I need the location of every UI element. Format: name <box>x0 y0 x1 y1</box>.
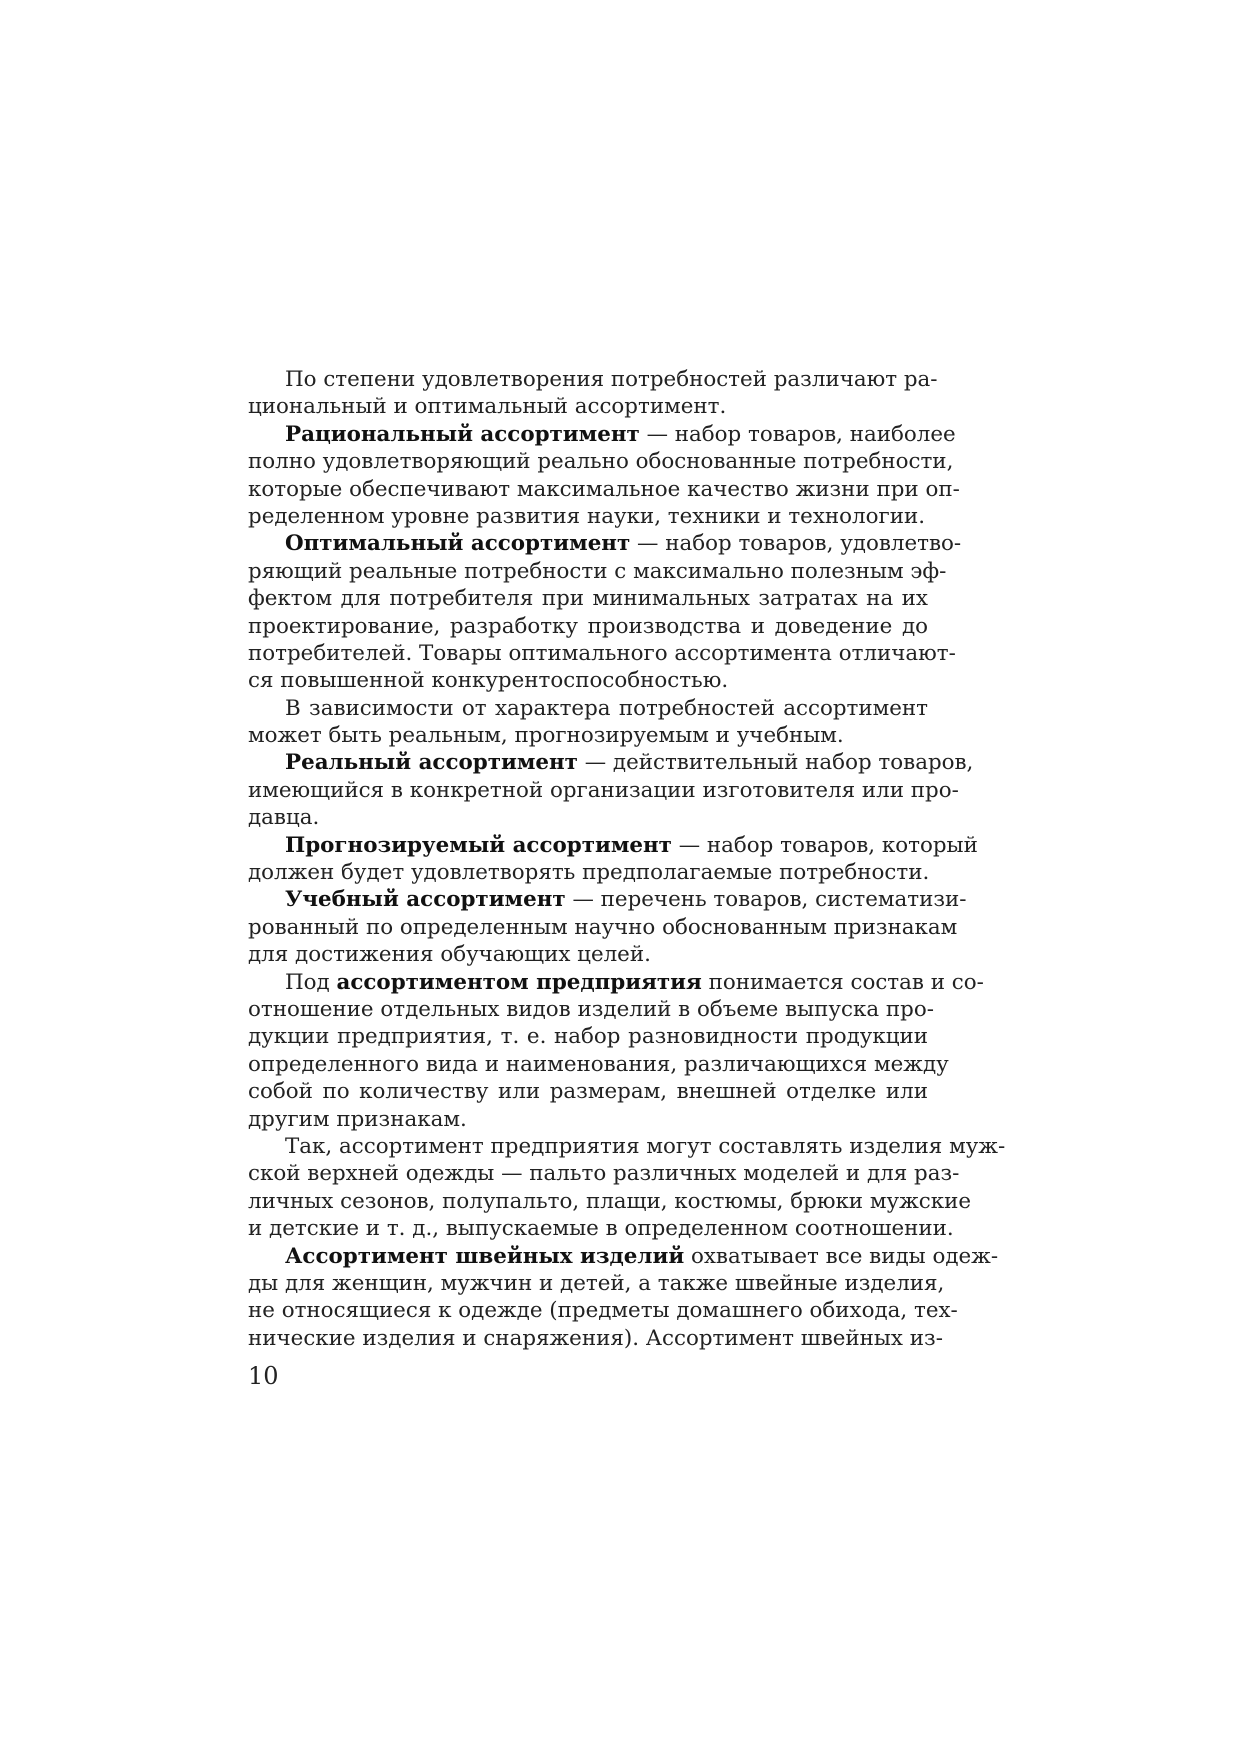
text-segment: охватывает все виды одеж- <box>684 1243 999 1269</box>
text-segment: ся повышенной конкурентоспособностью. <box>248 668 729 694</box>
paragraph <box>248 1133 1006 1243</box>
text-line <box>248 558 947 585</box>
bold-term: Рациональный ассортимент <box>285 421 640 447</box>
text-line <box>248 1188 972 1215</box>
text-segment: — перечень товаров, систематизи- <box>565 887 967 913</box>
bold-term: Учебный ассортимент <box>285 887 566 913</box>
text-line <box>248 1297 958 1324</box>
text-segment: Так, ассортимент предприятия могут составлять изделия муж- <box>285 1133 1006 1159</box>
text-segment: потребителей. Товары оптимального ассортимента отличают- <box>248 640 956 666</box>
text-segment: должен будет удовлетворять предполагаемые потребности. <box>248 860 930 886</box>
bold-term: Оптимальный ассортимент <box>285 531 631 557</box>
text-segment: — набор товаров, наиболее <box>639 421 956 447</box>
paragraph <box>248 366 938 421</box>
text-line <box>248 640 956 667</box>
text-segment: рованный по определенным научно обоснованным признакам <box>248 914 958 940</box>
text-segment: — набор товаров, удовлетво- <box>630 531 962 557</box>
text-line <box>248 777 959 804</box>
text-line <box>248 503 928 530</box>
text-line <box>248 695 928 722</box>
text-line <box>248 1106 928 1133</box>
text-line <box>248 421 956 448</box>
text-line <box>248 1325 943 1352</box>
text-segment: В зависимости от характера потребностей ассортимент <box>285 695 928 721</box>
text-segment: циональный и оптимальный ассортимент. <box>248 394 727 420</box>
text-line <box>248 585 928 612</box>
text-segment: другим признакам. <box>248 1106 467 1132</box>
text-line <box>248 969 984 996</box>
paragraph <box>248 421 960 531</box>
page-body <box>248 366 1006 1352</box>
text-segment: может быть реальным, прогнозируемым и учебным. <box>248 723 844 749</box>
text-segment: отношение отдельных видов изделий в объеме выпуска про- <box>248 996 934 1022</box>
paragraph <box>248 695 928 750</box>
bold-term: Реальный ассортимент <box>285 750 578 776</box>
text-segment: понимается состав и со- <box>701 969 984 995</box>
text-segment: нические изделия и снаряжения). Ассортимент швейных из- <box>248 1325 943 1351</box>
text-segment: имеющийся в конкретной организации изготовителя или про- <box>248 777 959 803</box>
text-line <box>248 941 928 968</box>
paragraph <box>248 886 967 968</box>
text-line <box>248 476 960 503</box>
text-line <box>248 1160 960 1187</box>
paragraph <box>248 832 978 887</box>
text-line <box>248 530 962 557</box>
text-line <box>248 1051 949 1078</box>
bold-term: Ассортимент швейных изделий <box>285 1243 685 1269</box>
text-segment: личных сезонов, полупальто, плащи, костюмы, брюки мужские <box>248 1188 972 1214</box>
text-line <box>248 1243 999 1270</box>
bold-term: Прогнозируемый ассортимент <box>285 832 672 858</box>
text-line <box>248 1270 945 1297</box>
text-line <box>248 1133 1006 1160</box>
text-line <box>248 393 928 420</box>
text-line <box>248 1215 954 1242</box>
paragraph <box>248 530 962 694</box>
text-line <box>248 1078 928 1105</box>
text-segment: и детские и т. д., выпускаемые в определенном соотношении. <box>248 1216 954 1242</box>
text-segment: Под <box>285 969 337 995</box>
text-segment: ды для женщин, мужчин и детей, а также швейные изделия, <box>248 1270 945 1296</box>
text-segment: проектирование, разработку производства и доведение до <box>248 613 928 639</box>
text-line <box>248 886 967 913</box>
text-line <box>248 914 958 941</box>
text-line <box>248 366 938 393</box>
text-segment: для достижения обучающих целей. <box>248 942 651 968</box>
text-segment: — действительный набор товаров, <box>577 750 974 776</box>
text-segment: определенного вида и наименования, различающихся между <box>248 1051 949 1077</box>
text-line <box>248 996 934 1023</box>
text-line <box>248 832 978 859</box>
text-line <box>248 749 974 776</box>
text-line <box>248 722 928 749</box>
text-line <box>248 613 928 640</box>
bold-term: ассортиментом предприятия <box>336 969 702 995</box>
text-line <box>248 804 928 831</box>
text-segment: давца. <box>248 805 320 831</box>
text-segment: не относящиеся к одежде (предметы домашнего обихода, тех- <box>248 1298 958 1324</box>
text-line <box>248 1023 928 1050</box>
text-segment: полно удовлетворяющий реально обоснованные потребности, <box>248 449 954 475</box>
text-segment: ской верхней одежды — пальто различных моделей и для раз- <box>248 1161 960 1187</box>
paragraph <box>248 749 974 831</box>
text-segment: ределенном уровне развития науки, техники и технологии. <box>248 503 926 529</box>
text-line <box>248 667 928 694</box>
text-segment: — набор товаров, который <box>671 832 978 858</box>
paragraph <box>248 969 984 1133</box>
text-line <box>248 448 954 475</box>
text-segment: По степени удовлетворения потребностей различают ра- <box>285 367 938 392</box>
paragraph <box>248 1243 999 1353</box>
text-segment: фектом для потребителя при минимальных затратах на их <box>248 586 928 612</box>
text-segment: собой по количеству или размерам, внешней отделке или <box>248 1079 928 1105</box>
text-segment: которые обеспечивают максимальное качество жизни при оп- <box>248 476 960 502</box>
page-number: 10 <box>248 1362 279 1390</box>
text-line <box>248 859 928 886</box>
text-segment: дукции предприятия, т. е. набор разновидности продукции <box>248 1024 928 1050</box>
text-segment: ряющий реальные потребности с максимально полезным эф- <box>248 558 947 584</box>
